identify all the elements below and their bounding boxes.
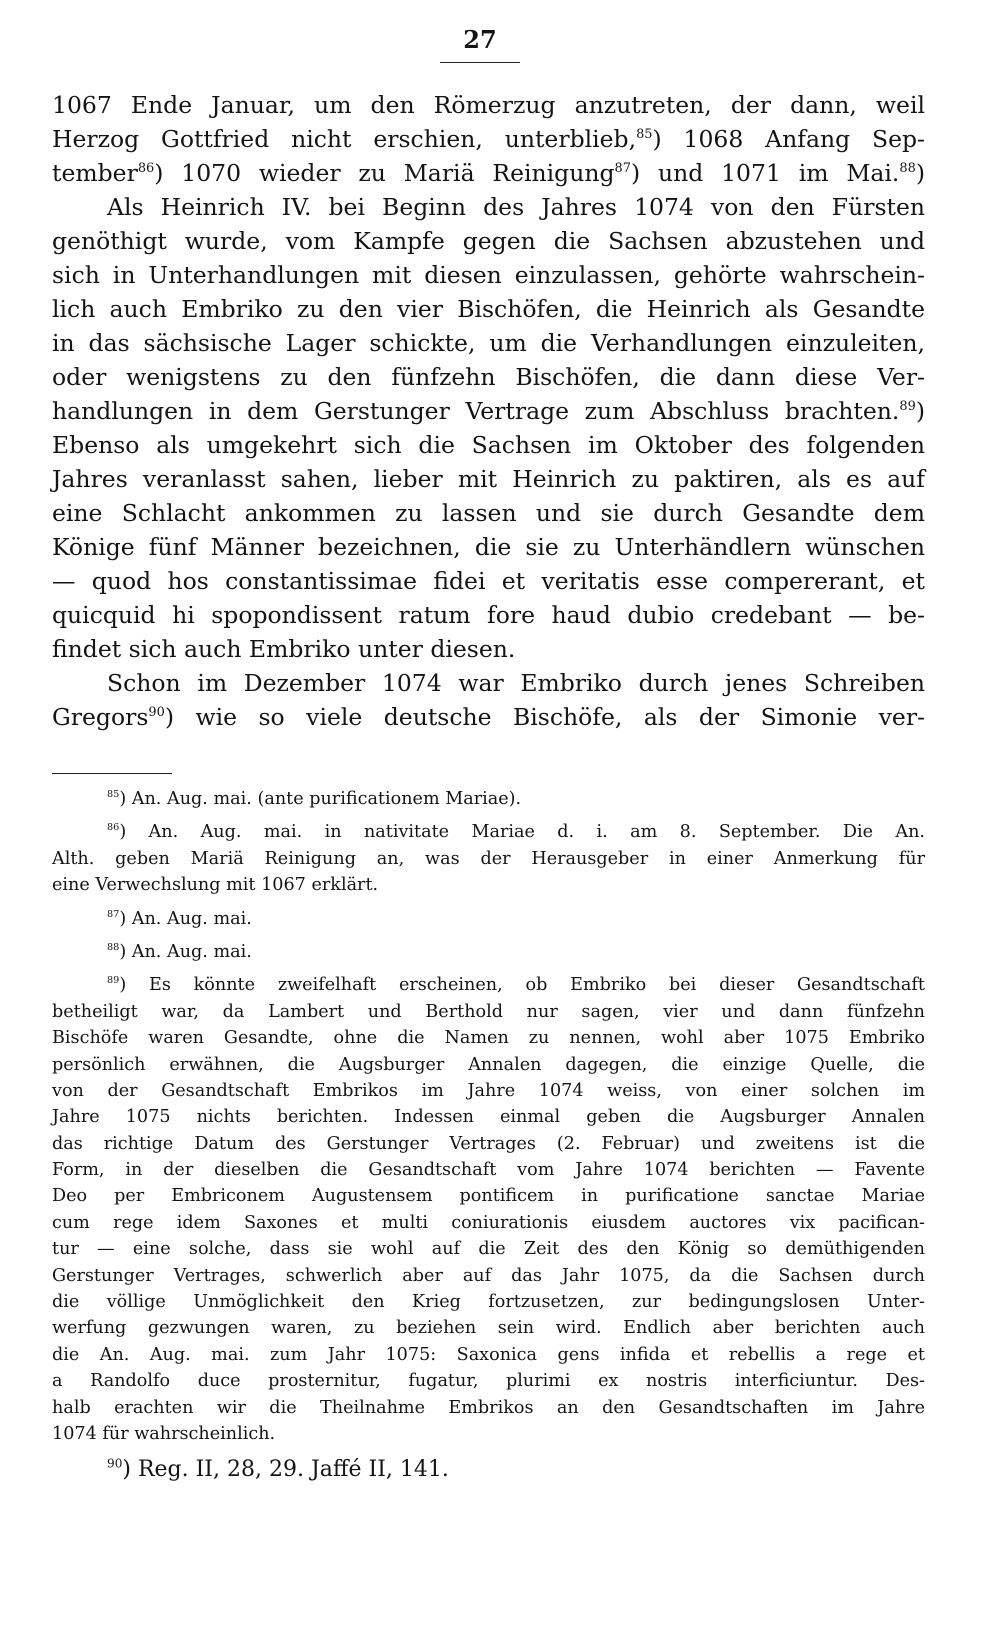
footnote-text: von der Gesandtschaft Embrikos im Jahre 1074 weiss, von einer solchen im <box>52 1080 925 1101</box>
footnote-reference: 89 <box>899 399 916 415</box>
footnote-line <box>52 939 925 965</box>
footnote-text: ) An. Aug. mai. in nativitate Mariae d. i. am 8. September. Die An. <box>119 822 925 843</box>
footnote-text: Deo per Embriconem Augustensem pontificem in purificatione sanctae Mariae <box>52 1186 925 1207</box>
footnote-text: betheiligt war, da Lambert und Berthold nur sagen, vier und dann fünfzehn <box>52 1001 925 1022</box>
footnote-line <box>52 1395 925 1421</box>
footnote-text: Form, in der dieselben die Gesandtschaft vom Jahre 1074 berichten — Favente <box>52 1160 925 1181</box>
footnote-line <box>52 1052 925 1078</box>
body-line-text: ) wie so viele deutsche Bischöfe, als der Simonie ver- <box>164 703 925 731</box>
footnote-marker: 90 <box>107 1457 123 1472</box>
body-line <box>52 530 925 564</box>
footnote-line <box>52 972 925 998</box>
footnote-line <box>52 999 925 1025</box>
footnote-text: tur — eine solche, dass sie wohl auf die Zeit des den König so demüthigenden <box>52 1239 925 1260</box>
body-line <box>52 224 925 258</box>
footnote-marker: 86 <box>107 822 120 834</box>
footnote-text: persönlich erwähnen, die Augsburger Annalen dagegen, die einzige Quelle, die <box>52 1054 925 1075</box>
main-text <box>52 88 925 734</box>
body-line-text: Herzog Gottfried nicht erschien, unterblieb, <box>52 125 637 153</box>
body-line-text: lich auch Embriko zu den vier Bischöfen, die Heinrich als Gesandte <box>52 295 925 323</box>
footnote-line <box>52 1183 925 1209</box>
footnote-reference: 87 <box>614 161 631 177</box>
footnote-line <box>52 1368 925 1394</box>
footnote-line <box>52 906 925 932</box>
footnote-text: ) An. Aug. mai. <box>119 908 252 929</box>
footnote-line <box>52 1421 925 1447</box>
footnote-marker: 85 <box>107 789 120 801</box>
footnote-text: die An. Aug. mai. zum Jahr 1075: Saxonica gens infida et rebellis a rege et <box>52 1344 925 1365</box>
footnote-reference: 86 <box>137 161 155 177</box>
footnote-line <box>52 1131 925 1157</box>
footnote-line <box>52 1315 925 1341</box>
body-line-text: Jahres veranlasst sahen, lieber mit Heinrich zu paktiren, als es auf <box>52 465 925 493</box>
body-line-text: Könige fünf Männer bezeichnen, die sie zu Unterhändlern wünschen <box>52 533 925 561</box>
footnote-line <box>52 1104 925 1130</box>
page-number-rule <box>440 62 520 63</box>
body-line-text: 1067 Ende Januar, um den Römerzug anzutreten, der dann, weil <box>52 91 925 119</box>
footnote-text: ) An. Aug. mai. (ante purificationem Mariae). <box>119 789 522 809</box>
body-line-text: ) 1068 Anfang Sep- <box>652 125 925 153</box>
footnote-line <box>52 1236 925 1262</box>
footnote-text: das richtige Datum des Gerstunger Vertrages (2. Februar) und zweitens ist die <box>52 1133 925 1154</box>
body-line-text: sich in Unterhandlungen mit diesen einzulassen, gehörte wahrschein- <box>52 261 925 289</box>
body-line-text: handlungen in dem Gerstunger Vertrage zum Abschluss brachten. <box>52 397 900 425</box>
body-line <box>52 156 925 190</box>
footnote-text: cum rege idem Saxones et multi coniurationis eiusdem auctores vix pacifican- <box>52 1212 925 1233</box>
body-line-text: — quod hos constantissimae fidei et veritatis esse compererant, et <box>52 567 925 595</box>
footnote-text: ) An. Aug. mai. <box>119 941 252 962</box>
footnote-text: Gerstunger Vertrages, schwerlich aber auf das Jahr 1075, da die Sachsen durch <box>52 1265 925 1286</box>
footnote-line <box>52 1025 925 1051</box>
body-line-text: findet sich auch Embriko unter diesen. <box>52 635 516 663</box>
body-line-text: genöthigt wurde, vom Kampfe gegen die Sachsen abzustehen und <box>52 227 925 255</box>
body-line-text: ) <box>915 159 925 187</box>
body-line <box>52 88 925 122</box>
body-line-text: Gregors <box>52 703 149 731</box>
footnote-separator <box>52 773 172 774</box>
footnote-marker: 87 <box>107 908 120 920</box>
body-line <box>52 360 925 394</box>
body-line-text: ) und 1071 im Mai. <box>630 159 900 187</box>
footnote-line <box>52 786 925 812</box>
footnote-line <box>52 1263 925 1289</box>
footnote-text: Jahre 1075 nichts berichten. Indessen einmal geben die Augsburger Annalen <box>52 1107 925 1128</box>
body-line <box>52 394 925 428</box>
body-line <box>52 462 925 496</box>
footnote-text: Bischöfe waren Gesandte, ohne die Namen zu nennen, wohl aber 1075 Embriko <box>52 1028 925 1049</box>
body-line <box>52 700 925 734</box>
body-line <box>52 190 925 224</box>
footnote-text: werfung gezwungen waren, zu beziehen sein wird. Endlich aber berichten auch <box>52 1318 925 1339</box>
body-line <box>52 496 925 530</box>
body-line <box>52 632 925 666</box>
body-line <box>52 598 925 632</box>
body-line <box>52 326 925 360</box>
footnote-marker: 89 <box>107 975 120 987</box>
body-line-text: ) 1070 wieder zu Mariä Reinigung <box>154 159 615 187</box>
footnote-text: a Randolfo duce prosternitur, fugatur, plurimi ex nostris interficiuntur. Des- <box>52 1371 925 1392</box>
footnote-text: ) Es könnte zweifelhaft erscheinen, ob Embriko bei dieser Gesandtschaft <box>119 975 925 996</box>
footnote-text: halb erachten wir die Theilnahme Embrikos an den Gesandtschaften im Jahre <box>52 1397 925 1418</box>
footnote-reference: 85 <box>636 127 653 143</box>
footnote-text: Alth. geben Mariä Reinigung an, was der Herausgeber in einer Anmerkung für <box>52 848 925 869</box>
footnote-line <box>52 1454 925 1486</box>
body-line-text: in das sächsische Lager schickte, um die Verhandlungen einzuleiten, <box>52 329 925 357</box>
footnote-text: 1074 für wahrscheinlich. <box>52 1423 276 1444</box>
body-line-text: quicquid hi spopondissent ratum fore haud dubio credebant — be- <box>52 601 925 629</box>
body-line <box>52 666 925 700</box>
footnote-line <box>52 1157 925 1183</box>
footnote-reference: 90 <box>148 705 165 721</box>
footnote-marker: 88 <box>107 942 120 954</box>
footnote-text: eine Verwechslung mit 1067 erklärt. <box>52 875 379 896</box>
footnotes <box>52 786 925 1486</box>
footnote-line <box>52 819 925 845</box>
footnote-reference: 88 <box>899 161 916 177</box>
body-line-text: tember <box>52 159 138 187</box>
body-line <box>52 428 925 462</box>
footnote-line <box>52 1289 925 1315</box>
page-number: 27 <box>463 25 497 54</box>
footnote-text: ) Reg. II, 28, 29. Jaffé II, 141. <box>122 1457 449 1483</box>
footnote-line <box>52 872 925 898</box>
body-line-text: Ebenso als umgekehrt sich die Sachsen im Oktober des folgenden <box>52 431 925 459</box>
body-line-text: eine Schlacht ankommen zu lassen und sie durch Gesandte dem <box>52 499 925 527</box>
body-line-text: ) <box>915 397 925 425</box>
body-line <box>52 258 925 292</box>
footnote-line <box>52 1210 925 1236</box>
body-line <box>52 292 925 326</box>
body-line-text: oder wenigstens zu den fünfzehn Bischöfen, die dann diese Ver- <box>52 363 925 391</box>
footnote-line <box>52 1078 925 1104</box>
body-line-text: Als Heinrich IV. bei Beginn des Jahres 1074 von den Fürsten <box>107 193 925 221</box>
footnote-line <box>52 1342 925 1368</box>
body-line <box>52 564 925 598</box>
footnote-line <box>52 846 925 872</box>
footnote-text: die völlige Unmöglichkeit den Krieg fortzusetzen, zur bedingungslosen Unter- <box>52 1292 925 1313</box>
body-line <box>52 122 925 156</box>
body-line-text: Schon im Dezember 1074 war Embriko durch jenes Schreiben <box>107 669 925 697</box>
